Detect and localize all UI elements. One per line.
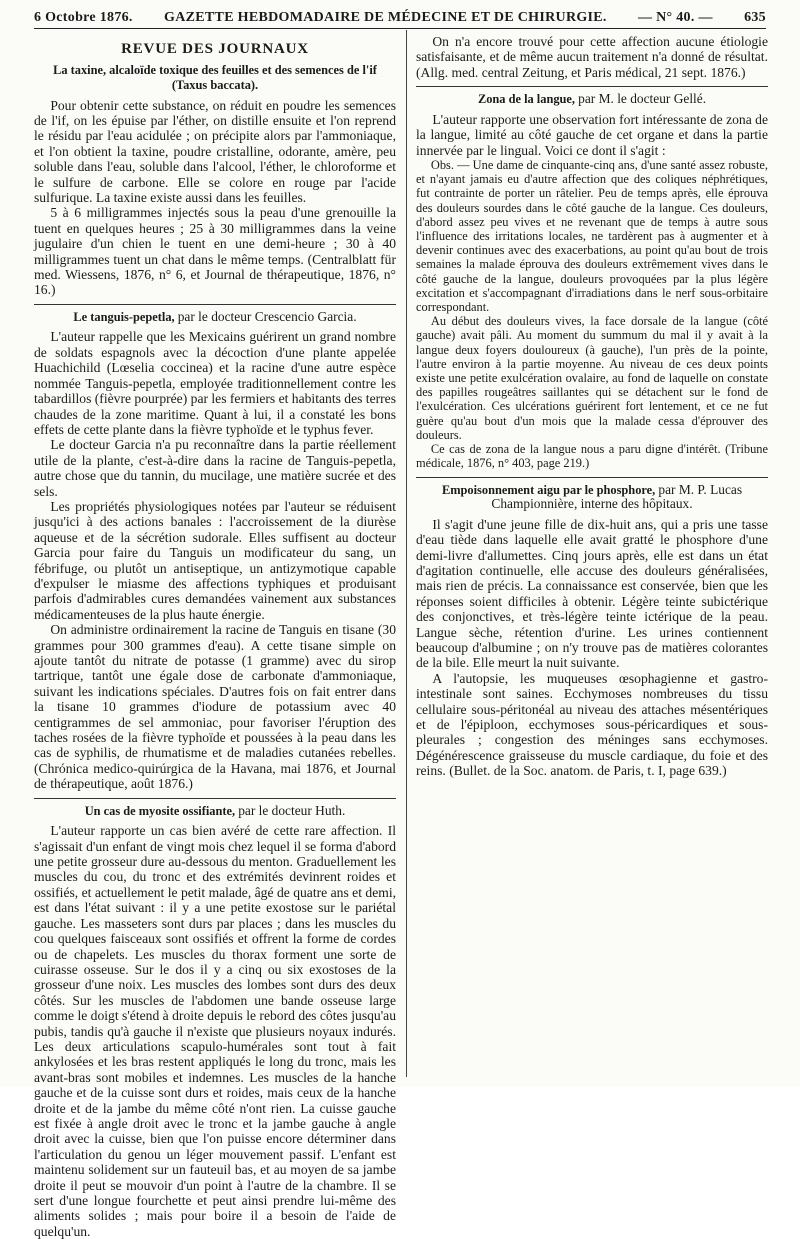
paragraph: 5 à 6 milligrammes injectés sous la peau d'une grenouille la tuent en quelques heures ; 25 à 30 milligrammes dans la veine jugulaire d'un chien le tuent en une demi-heure ; 30 à 40 milligrammes tuent un chat dans le même temps. (Centralblatt für med. Wiessens, 1876, n° 6, et Journal de thérapeutique, 1876, n° 16.) <box>34 205 396 298</box>
article-divider <box>416 86 768 87</box>
article-author: par le docteur Crescencio Garcia. <box>177 308 357 324</box>
paragraph: L'auteur rapporte une observation fort intéressante de zona de la langue, limité au côté gauche de cet organe et dans la partie innervée par le lingual. Voici ce dont il s'agit : <box>416 111 768 158</box>
paragraph: Pour obtenir cette substance, on réduit en poudre les semences de l'if, on les épuise par l'éther, on distille ensuite et l'on reprend le résidu par l'eau acidulée ; on précipite alors par l'ammoniaque, et l'on obtient la taxine, poudre cristalline, odorante, amère, peu soluble dans l'eau, soluble dans l'alcool, l'éther, le chloroforme et le sulfure de carbone. Elle se colore en rouge par l'acide sulfurique. La taxine existe aussi dans les feuilles. <box>34 97 396 206</box>
header-page-number: 635 <box>744 10 766 25</box>
header-date: 6 Octobre 1876. <box>34 10 133 25</box>
article-heading-tanguis <box>34 310 396 325</box>
paragraph: Le docteur Garcia n'a pu reconnaître dans la partie réellement utile de la plante, c'est-à-dire dans la racine de Tanguis-pepetla, autre chose que du tannin, du mucilage, une matière sucrée et des sels. <box>34 437 396 499</box>
article-author: par le docteur Huth. <box>238 802 346 818</box>
article-title-taxine: La taxine, alcaloïde toxique des feuilles et des semences de l'if (Taxus baccata). <box>53 63 377 92</box>
column-divider <box>406 30 407 1077</box>
article-author: par M. le docteur Gellé. <box>578 91 707 107</box>
article-heading-phosphore <box>416 483 768 512</box>
article-title-phosphore: Empoisonnement aigu par le phosphore, <box>441 482 656 497</box>
article-author: par M. P. Lucas Championnière, interne des hôpitaux. <box>491 481 743 512</box>
article-divider <box>416 477 768 478</box>
article-title-tanguis: Le tanguis-pepetla, <box>73 309 175 324</box>
paragraph: Il s'agit d'une jeune fille de dix-huit ans, qui a pris une tasse d'eau tiède dans laquelle elle avait gratté le phosphore d'une demi-livre d'allumettes. Cinq jours après, elle est dans un état d'agitation continuelle, elle accuse des douleurs généralisées, mais rien de précis. La connaissance est conservée, bien que les réponses soient difficiles à obtenir. Légère teinte subictérique des conjonctives, et très-légère teinte ictérique de la peau. Langue sèche, rétention d'urine. Les urines contiennent beaucoup d'albumine ; on n'y trouve pas de matières colorantes de la bile. Elle meurt la nuit suivante. <box>416 516 768 671</box>
section-title: REVUE DES JOURNAUX <box>121 41 309 57</box>
header-rule <box>34 28 766 29</box>
right-column <box>416 34 768 1079</box>
header-number: — N° 40. — <box>638 10 713 25</box>
article-divider <box>34 304 396 305</box>
paragraph: On administre ordinairement la racine de Tanguis en tisane (30 grammes pour 300 grammes d'eau). A cette tisane simple on ajoute tantôt du nitrate de potasse (1 gramme) avec du sirop tartrique, tantôt une égale dose de carbonate d'ammoniaque, suivant les indications spéciales. D'autres fois on fait entrer dans la tisane 10 grammes d'iodure de potassium avec 40 centigrammes de sel ammoniac, pour favoriser l'éruption des taches rosées de la fièvre typhoïde et poussées à la peau dans les cas de syphilis, de rhumatisme et de maladies cutanées rebelles. (Chrónica medico-quirúrgica de la Havana, mai 1876, et Journal de thérapeutique, août 1876.) <box>34 622 396 792</box>
article-heading-myosite <box>34 804 396 819</box>
page-header <box>34 0 766 29</box>
left-column <box>34 34 396 1239</box>
paragraph: Les propriétés physiologiques notées par l'auteur se réduisent jusqu'ici à des actions banales : l'accroissement de la diurèse aqueuse et de la sécrétion sudorale. Elles suffisent au docteur Garcia pour faire du Tanguis un modificateur du sang, un fébrifuge, ou plutôt un antiseptique, un antizymotique capable d'expulser le miasme des affections typhiques et produisant parfois d'admirables cures demandées vainement aux substances médicamenteuses de la plus haute énergie. <box>34 498 396 622</box>
article-heading-zona <box>416 92 768 107</box>
observation-paragraph: Obs. — Une dame de cinquante-cinq ans, d'une santé assez robuste, et n'ayant jamais eu d'autre affection que des coliques néphrétiques, fut contrainte de porter un râtelier. Peu de temps après, elle éprouva des douleurs sourdes dans le côté gauche de la langue. Ces douleurs, d'abord assez peu vives et ne revenant que de temps à autre sous l'influence des irritations locales, ne tardèrent pas à augmenter et à devenir continues avec des exacerbations, au point qu'au bout de trois semaines la malade éprouva des douleurs extrêmement vives dans le côté gauche de la langue, douleurs provoquées par la plus légère excitation et s'accompagnant d'irradiations dans le nerf sous-orbitaire correspondant. <box>416 158 768 315</box>
paragraph: L'auteur rapporte un cas bien avéré de cette rare affection. Il s'agissait d'un enfant de vingt mois chez lequel il se forma d'abord une petite grosseur dure au-dessous du menton. Graduellement les muscles du cou, du tronc et des extrémités devinrent roides et ossifiés, et actuellement le petit malade, âgé de quatre ans et demi, est dans l'état suivant : il y a une petite exostose sur le pariétal gauche. Les masseters sont durs par places ; dans les muscles du cou quelques faisceaux sont ossifiés et offrent la forme de cordes ou de chapelets. Les muscles du thorax forment une sorte de cuirasse osseuse. Sur le dos il y a cinq ou six exostoses de la grosseur d'une noix. Les muscles des lombes sont durs des deux côtés. Sur les muscles de l'abdomen une bande osseuse large comme le doigt s'étend à droite depuis le rebord des côtes jusqu'au pubis, tandis qu'à gauche il n'existe que plusieurs noyaux indurés. Les deux articulations scapulo-humérales sont tout à fait ankylosées et les bras restent appliqués le long du tronc, mais les avant-bras sont mobiles et indemnes. Les muscles de la hanche gauche et de la cuisse sont durs et roides, mais ceux de la hanche droite et de la jambe du même côté n'ont rien. La cuisse gauche est fixée à angle droit avec le tronc et la jambe gauche à angle droit avec la cuisse, bien que l'on puisse encore déterminer dans l'articulation du genou un léger mouvement passif. L'enfant est maintenu solidement sur un fauteuil bas, et au moyen de sa jambe droite il peut se mouvoir d'un point à l'autre de la chambre. Il se sert d'une longue fourchette et peut ainsi prendre lui-même des aliments solides ; mais pour boire il a besoin de l'aide de quelqu'un. <box>34 823 396 1239</box>
paragraph: A l'autopsie, les muqueuses œsophagienne et gastro-intestinale sont saines. Ecchymoses nombreuses du tissu cellulaire sous-péritonéal au niveau des attaches mésentériques et de l'épiploon, ecchymoses sous-péricardiques et sous-pleurales ; congestion des méninges sans ecchymoses. Dégénérescence graisseuse du muscle cardiaque, du foie et des reins. (Bullet. de la Soc. anatom. de Paris, t. I, page 639.) <box>416 670 768 779</box>
paragraph: L'auteur rappelle que les Mexicains guérirent un grand nombre de soldats espagnols avec la décoction d'une plante appelée Huachichild (Lœselia coccinea) et la racine d'une autre espèce nommée Tanguis-pepetla, employée traditionnellement contre les tabardillos (fièvre pourprée) par les fermiers et habitants des terres chaudes de la zone maritime. Quant à lui, il a constaté les bons effets de cette plante dans la fièvre typhoïde et le typhus fever. <box>34 329 396 437</box>
header-title: GAZETTE HEBDOMADAIRE DE MÉDECINE ET DE CHIRURGIE. <box>164 10 607 25</box>
observation-paragraph: Au début des douleurs vives, la face dorsale de la langue (côté gauche) avait pâli. Au moment du summum du mal il y avait à la langue deux foyers douloureux (à gauche), l'un près de la pointe, l'autre environ à la partie moyenne. Au niveau de ces deux points existe une petite exulcération ovalaire, au fond de laquelle on constate des papilles rougeâtres saillantes qui se détachent sur le fond de l'exulcération. Ces ulcérations guérirent fort lentement, et ce ne fut guère qu'au bout d'un mois que la malade cessa d'éprouver des douleurs. <box>416 314 768 442</box>
paragraph: On n'a encore trouvé pour cette affection aucune étiologie satisfaisante, et de même aucun traitement n'a donné de résultat. (Allg. med. central Zeitung, et Paris médical, 21 sept. 1876.) <box>416 34 768 80</box>
article-title-zona: Zona de la langue, <box>477 92 576 107</box>
article-title-myosite: Un cas de myosite ossifiante, <box>84 803 236 818</box>
article-divider <box>34 798 396 799</box>
observation-paragraph: Ce cas de zona de la langue nous a paru digne d'intérêt. (Tribune médicale, 1876, n° 403, page 219.) <box>416 442 768 471</box>
